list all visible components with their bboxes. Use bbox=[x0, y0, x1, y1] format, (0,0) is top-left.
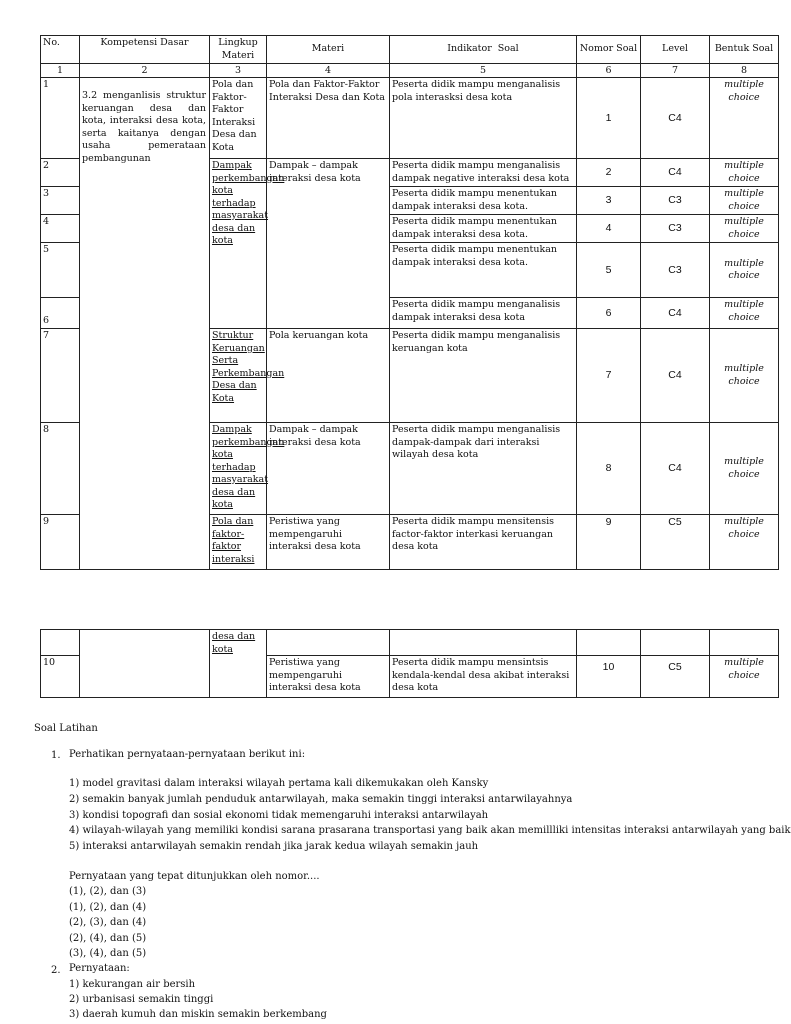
lingkup-materi: Pola dan faktor-faktor interaksi bbox=[210, 515, 267, 570]
nomor-soal: 8 bbox=[577, 423, 641, 515]
kisi-kisi-table-continued bbox=[40, 629, 779, 698]
level: C4 bbox=[641, 78, 710, 159]
row-no: 5 bbox=[41, 243, 80, 298]
nomor-soal: 4 bbox=[577, 215, 641, 243]
header-lingkup: Lingkup Materi bbox=[210, 36, 267, 64]
materi: Peristiwa yang mempengaruhi interaksi desa kota bbox=[267, 515, 390, 570]
statement-item: 3) daerah kumuh dan miskin semakin berkembang bbox=[69, 1009, 327, 1020]
statement-item: 3) kondisi topografi dan sosial ekonomi tidak memengaruhi interaksi antarwilayah bbox=[69, 810, 489, 821]
bentuk-soal: multiple choice bbox=[710, 187, 779, 215]
lingkup-materi: Dampak perkembangan kota terhadap masyarakat desa dan kota bbox=[210, 423, 267, 515]
empty-cell bbox=[710, 630, 779, 656]
indikator: Peserta didik mampu menentukan dampak interaksi desa kota. bbox=[390, 243, 577, 298]
index-cell: 8 bbox=[710, 64, 779, 78]
nomor-soal: 10 bbox=[577, 656, 641, 698]
lingkup-materi: Dampak perkembangan kota terhadap masyarakat desa dan kota bbox=[210, 159, 267, 329]
header-kompetensi: Kompetensi Dasar bbox=[80, 36, 210, 64]
bentuk-soal: multiple choice bbox=[710, 329, 779, 423]
nomor-soal: 1 bbox=[577, 78, 641, 159]
statement-item: 2) semakin banyak jumlah penduduk antarwilayah, maka semakin tinggi interaksi antarwilayahnya bbox=[69, 794, 573, 805]
bentuk-soal: multiple choice bbox=[710, 656, 779, 698]
nomor-soal: 2 bbox=[577, 159, 641, 187]
indikator: Peserta didik mampu menganalisis pola interasksi desa kota bbox=[390, 78, 577, 159]
index-cell: 1 bbox=[41, 64, 80, 78]
materi: Pola dan Faktor-Faktor Interaksi Desa dan Kota bbox=[267, 78, 390, 159]
level: C4 bbox=[641, 423, 710, 515]
level: C5 bbox=[641, 656, 710, 698]
header-nomor: Nomor Soal bbox=[577, 36, 641, 64]
indikator: Peserta didik mampu menganalisis dampak negative interaksi desa kota bbox=[390, 159, 577, 187]
answer-option: (3), (4), dan (5) bbox=[69, 948, 147, 959]
header-bentuk: Bentuk Soal bbox=[710, 36, 779, 64]
lingkup-materi: Struktur Keruangan Serta Perkembangan Desa dan Kota bbox=[210, 329, 267, 423]
row-no: 2 bbox=[41, 159, 80, 187]
header-row bbox=[41, 36, 779, 64]
level: C3 bbox=[641, 187, 710, 215]
index-cell: 7 bbox=[641, 64, 710, 78]
materi: Dampak – dampak interaksi desa kota bbox=[267, 423, 390, 515]
kisi-kisi-table bbox=[40, 35, 779, 570]
materi: Pola keruangan kota bbox=[267, 329, 390, 423]
empty-cell bbox=[41, 630, 80, 656]
row-no: 7 bbox=[41, 329, 80, 423]
index-cell: 2 bbox=[80, 64, 210, 78]
header-level: Level bbox=[641, 36, 710, 64]
question-text: Pernyataan yang tepat ditunjukkan oleh nomor.... bbox=[69, 871, 320, 882]
empty-cell bbox=[390, 630, 577, 656]
nomor-soal: 6 bbox=[577, 298, 641, 329]
bentuk-soal: multiple choice bbox=[710, 423, 779, 515]
bentuk-soal: multiple choice bbox=[710, 159, 779, 187]
level: C4 bbox=[641, 298, 710, 329]
index-cell: 3 bbox=[210, 64, 267, 78]
lingkup-materi: Pola dan Faktor-Faktor Interaksi Desa dan Kota bbox=[210, 78, 267, 159]
indikator: Peserta didik mampu mensintsis kendala-kendal desa akibat interaksi desa kota bbox=[390, 656, 577, 698]
question-prompt: Pernyataan: bbox=[69, 963, 130, 974]
level: C5 bbox=[641, 515, 710, 570]
header-materi: Materi bbox=[267, 36, 390, 64]
question-prompt: Perhatikan pernyataan-pernyataan berikut ini: bbox=[69, 749, 306, 760]
row-no: 3 bbox=[41, 187, 80, 215]
answer-option: (1), (2), dan (3) bbox=[69, 886, 147, 897]
row-no: 6 bbox=[41, 298, 80, 329]
section-heading: Soal Latihan bbox=[34, 723, 98, 734]
header-indikator: Indikator Soal bbox=[390, 36, 577, 64]
level: C4 bbox=[641, 329, 710, 423]
answer-option: (2), (3), dan (4) bbox=[69, 917, 147, 928]
row-no: 4 bbox=[41, 215, 80, 243]
question-number: 2. bbox=[51, 965, 61, 976]
index-cell: 4 bbox=[267, 64, 390, 78]
question-number: 1. bbox=[51, 750, 61, 761]
row-no: 1 bbox=[41, 78, 80, 159]
row-no: 10 bbox=[41, 656, 80, 698]
indikator: Peserta didik mampu mensitensis factor-faktor interkasi keruangan desa kota bbox=[390, 515, 577, 570]
index-row bbox=[41, 64, 779, 78]
statement-item: 4) wilayah-wilayah yang memiliki kondisi sarana prasarana transportasi yang baik akan memillliki intensitas interaksi antarwilayah yang baik bbox=[69, 825, 791, 836]
empty-cell bbox=[577, 630, 641, 656]
row-no: 8 bbox=[41, 423, 80, 515]
bentuk-soal: multiple choice bbox=[710, 298, 779, 329]
nomor-soal: 3 bbox=[577, 187, 641, 215]
statement-item: 1) model gravitasi dalam interaksi wilayah pertama kali dikemukakan oleh Kansky bbox=[69, 778, 489, 789]
empty-cell bbox=[80, 630, 210, 698]
index-cell: 6 bbox=[577, 64, 641, 78]
level: C4 bbox=[641, 159, 710, 187]
empty-cell bbox=[641, 630, 710, 656]
statement-item: 5) interaksi antarwilayah semakin rendah jika jarak kedua wilayah semakin jauh bbox=[69, 841, 479, 852]
table-row bbox=[41, 78, 779, 159]
answer-option: (1), (2), dan (4) bbox=[69, 902, 147, 913]
statement-item: 1) kekurangan air bersih bbox=[69, 979, 196, 990]
indikator: Peserta didik mampu menentukan dampak interaksi desa kota. bbox=[390, 187, 577, 215]
empty-cell bbox=[267, 630, 390, 656]
bentuk-soal: multiple choice bbox=[710, 215, 779, 243]
statement-item: 2) urbanisasi semakin tinggi bbox=[69, 994, 214, 1005]
kompetensi-dasar bbox=[80, 78, 210, 570]
lingkup-materi: desa dan kota bbox=[210, 630, 267, 698]
level: C3 bbox=[641, 215, 710, 243]
level: C3 bbox=[641, 243, 710, 298]
materi: Peristiwa yang mempengaruhi interaksi desa kota bbox=[267, 656, 390, 698]
indikator: Peserta didik mampu menganalisis dampak-dampak dari interaksi wilayah desa kota bbox=[390, 423, 577, 515]
indikator: Peserta didik mampu menganalisis keruangan kota bbox=[390, 329, 577, 423]
row-no: 9 bbox=[41, 515, 80, 570]
kompetensi-text: 3.2 menganlisis struktur keruangan desa dan kota, interaksi desa kota, serta kaitanya dengan usaha pemerataan pembangunan bbox=[82, 90, 206, 164]
bentuk-soal: multiple choice bbox=[710, 243, 779, 298]
bentuk-soal: multiple choice bbox=[710, 78, 779, 159]
nomor-soal: 5 bbox=[577, 243, 641, 298]
header-no: No. bbox=[41, 36, 80, 64]
table-row bbox=[41, 630, 779, 656]
materi: Dampak – dampak interaksi desa kota bbox=[267, 159, 390, 329]
index-cell: 5 bbox=[390, 64, 577, 78]
indikator: Peserta didik mampu menganalisis dampak interaksi desa kota bbox=[390, 298, 577, 329]
indikator: Peserta didik mampu menentukan dampak interaksi desa kota. bbox=[390, 215, 577, 243]
nomor-soal: 7 bbox=[577, 329, 641, 423]
answer-option: (2), (4), dan (5) bbox=[69, 933, 147, 944]
bentuk-soal: multiple choice bbox=[710, 515, 779, 570]
nomor-soal: 9 bbox=[577, 515, 641, 570]
